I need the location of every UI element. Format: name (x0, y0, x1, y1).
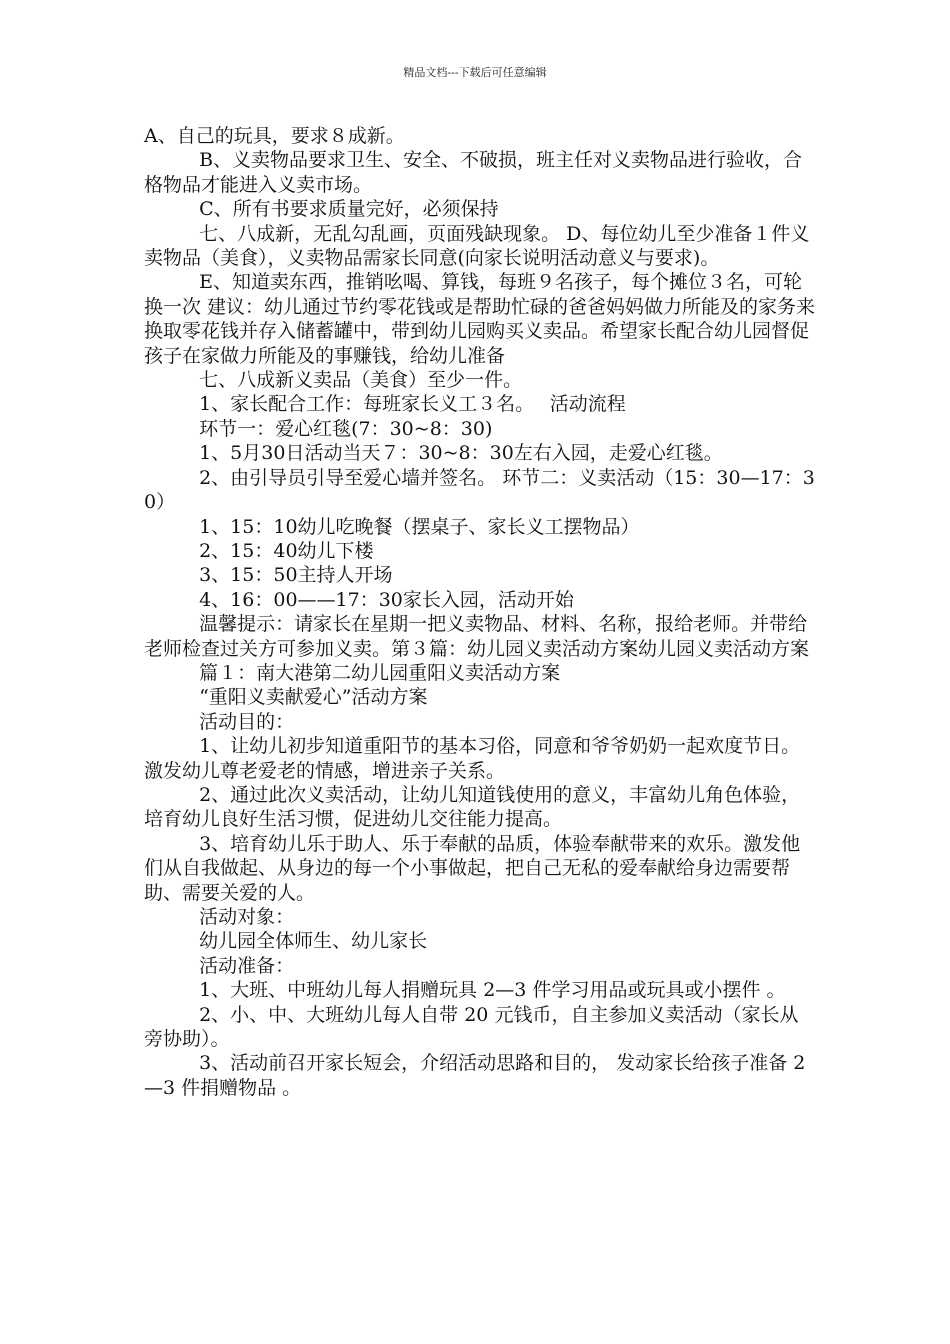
paragraph: 七、八成新义卖品（美食）至少一件。 (199, 369, 523, 392)
paragraph: A、自己的玩具，要求８成新。 (144, 125, 405, 147)
paragraph: 2、15：40幼儿下楼 (199, 539, 374, 562)
paragraph: 3、培育幼儿乐于助人、乐于奉献的品质，体验奉献带来的欢乐。激发他们从自我做起、从身边的每一个小事做起，把自己无私的爱奉献给身边需要帮助、需要关爱的人。 (144, 832, 801, 904)
paragraph: 2、通过此次义卖活动，让幼儿知道钱使用的意义，丰富幼儿角色体验，培育幼儿良好生活习惯，促进幼儿交往能力提高。 (144, 783, 801, 831)
paragraph: “重阳义卖献爱心”活动方案 (199, 686, 428, 709)
paragraph: 温馨提示：请家长在星期一把义卖物品、材料、名称，报给老师。并带给老师检查过关方可参加义卖。第３篇：幼儿园义卖活动方案幼儿园义卖活动方案 (144, 613, 810, 660)
paragraph: 1、大班、中班幼儿每人捐赠玩具 2—3 件学习用品或玩具或小摆件 。 (199, 979, 786, 1002)
page-header: 精品文档---下载后可任意编辑 (403, 66, 547, 79)
paragraph: 2、由引导员引导至爱心墙并签名。 环节二：义卖活动（15：30—17：30） (144, 466, 815, 514)
paragraph: 幼儿园全体师生、幼儿家长 (199, 930, 428, 953)
paragraph: 4、16：00——17：30家长入园，活动开始 (199, 588, 574, 611)
paragraph: 1、15：10幼儿吃晚餐（摆桌子、家长义工摆物品） (199, 515, 640, 538)
paragraph: 1、让幼儿初步知道重阳节的基本习俗，同意和爷爷奶奶一起欢度节日。激发幼儿尊老爱老的情感，增进亲子关系。 (144, 735, 801, 782)
paragraph: 3、15：50主持人开场 (199, 564, 393, 587)
paragraph: 篇１：南大港第二幼儿园重阳义卖活动方案 (199, 661, 561, 684)
paragraph: E、知道卖东西，推销吆喝、算钱，每班９名孩子，每个摊位３名，可轮换一次 建议：幼儿通过节约零花钱或是帮助忙碌的爸爸妈妈做力所能及的家务来换取零花钱并存入储蓄罐中，带到幼儿园购买义卖品。希望家长配合幼儿园督促孩子在家做力所能及的事赚钱，给幼儿准备 (144, 271, 816, 367)
paragraph: 七、八成新，无乱勾乱画，页面残缺现象。 D、每位幼儿至少准备１件义卖物品（美食），义卖物品需家长同意(向家长说明活动意义与要求)。 (144, 222, 810, 270)
paragraph: 2、小、中、大班幼儿每人自带 20 元钱币，自主参加义卖活动（家长从旁协助）。 (144, 1003, 799, 1051)
paragraph: 环节一：爱心红毯(7：30~8：30) (199, 417, 493, 440)
paragraph: 3、活动前召开家长短会，介绍活动思路和目的， 发动家长给孩子准备 2—3 件捐赠物品 。 (144, 1052, 806, 1099)
paragraph: B、义卖物品要求卫生、安全、不破损，班主任对义卖物品进行验收，合格物品才能进入义卖市场。 (144, 149, 803, 196)
paragraph: 活动准备： (199, 954, 295, 977)
paragraph: C、所有书要求质量完好，必须保持 (199, 198, 499, 221)
paragraph: 活动对象： (199, 906, 295, 928)
paragraph: 1、家长配合工作：每班家长义工３名。 活动流程 (199, 393, 626, 416)
paragraph: 1、5月30日活动当天７：30~8：30左右入园，走爱心红毯。 (199, 442, 723, 465)
paragraph: 活动目的： (199, 710, 295, 733)
document-body (144, 124, 816, 1100)
